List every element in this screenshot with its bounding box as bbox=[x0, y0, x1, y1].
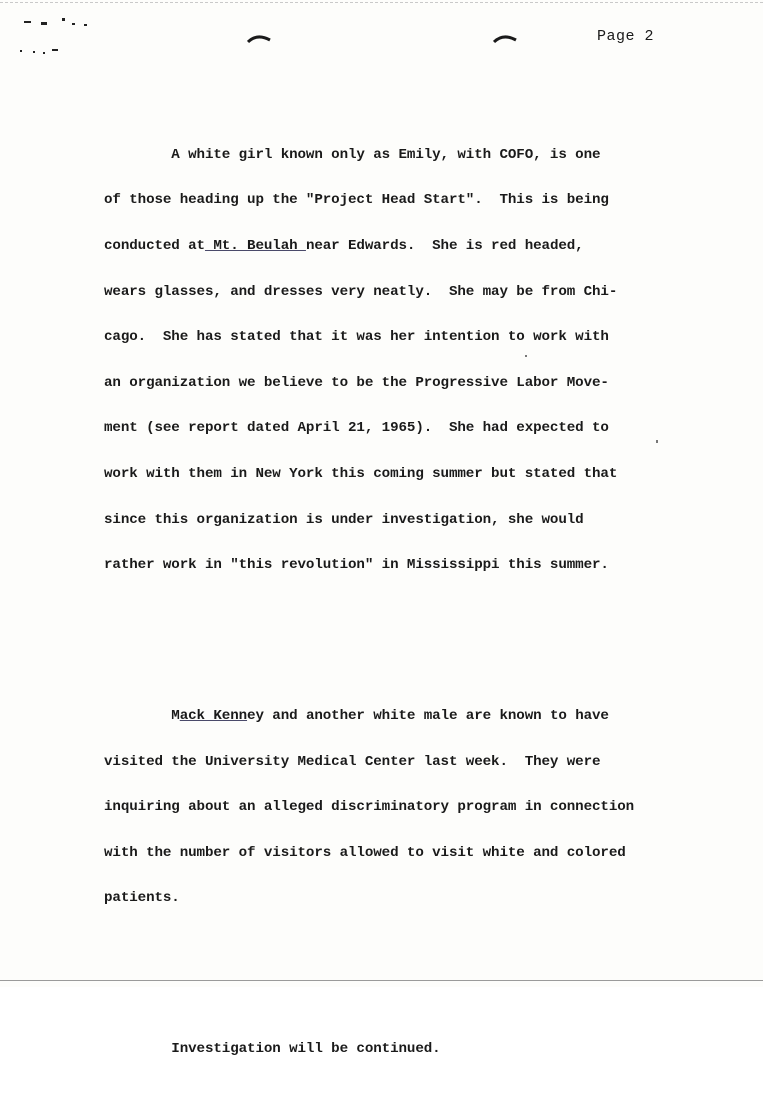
memo-body bbox=[104, 87, 684, 1118]
text-line: A white girl known only as Emily, with COFO, is one bbox=[104, 146, 601, 163]
text-run: near Edwards. She is red headed, bbox=[305, 238, 584, 254]
scan-speck bbox=[84, 24, 87, 26]
underlined-person-name: ack Kenn bbox=[179, 707, 248, 724]
scan-caret-mark bbox=[493, 34, 517, 44]
text-run: conducted at bbox=[104, 238, 205, 254]
scan-speck bbox=[525, 355, 527, 357]
scan-speck bbox=[62, 18, 65, 21]
text-line: cago. She has stated that it was her intention to work with bbox=[104, 329, 609, 346]
text-line: Investigation will be continued. bbox=[104, 1041, 441, 1058]
text-line: an organization we believe to be the Progressive Labor Move- bbox=[104, 374, 609, 391]
text-line bbox=[104, 239, 684, 254]
page-number: Page 2 bbox=[597, 28, 655, 45]
scan-speck bbox=[656, 440, 658, 443]
text-line: ment (see report dated April 21, 1965). She had expected to bbox=[104, 420, 609, 437]
paragraph-closing bbox=[104, 1012, 684, 1088]
scan-speck bbox=[52, 49, 58, 51]
top-edge-line bbox=[0, 2, 763, 3]
bottom-edge-line bbox=[0, 980, 763, 981]
text-run: ey and another white male are known to have bbox=[247, 707, 609, 724]
scan-speck bbox=[41, 22, 47, 25]
scan-speck bbox=[43, 52, 45, 54]
paragraph-emily bbox=[104, 117, 684, 603]
text-line: rather work in "this revolution" in Mississippi this summer. bbox=[104, 557, 609, 574]
scan-speck bbox=[72, 23, 75, 25]
text-run: M bbox=[104, 707, 180, 724]
text-line: since this organization is under investigation, she would bbox=[104, 511, 584, 528]
paragraph-kenney bbox=[104, 679, 684, 937]
text-line: patients. bbox=[104, 890, 180, 907]
scan-speck bbox=[33, 51, 35, 53]
text-line: visited the University Medical Center last week. They were bbox=[104, 753, 601, 770]
text-line bbox=[104, 709, 684, 724]
paragraph-gap bbox=[104, 634, 684, 648]
text-line: with the number of visitors allowed to visit white and colored bbox=[104, 844, 626, 861]
underlined-place-name: Mt. Beulah bbox=[204, 238, 306, 254]
scan-caret-mark bbox=[247, 34, 271, 44]
text-line: work with them in New York this coming summer but stated that bbox=[104, 465, 618, 482]
scan-speck bbox=[24, 21, 31, 23]
text-line: inquiring about an alleged discriminatory program in connection bbox=[104, 799, 635, 816]
text-line: of those heading up the "Project Head Start". This is being bbox=[104, 192, 609, 209]
scan-speck bbox=[20, 50, 22, 52]
text-line: wears glasses, and dresses very neatly. She may be from Chi- bbox=[104, 283, 618, 300]
